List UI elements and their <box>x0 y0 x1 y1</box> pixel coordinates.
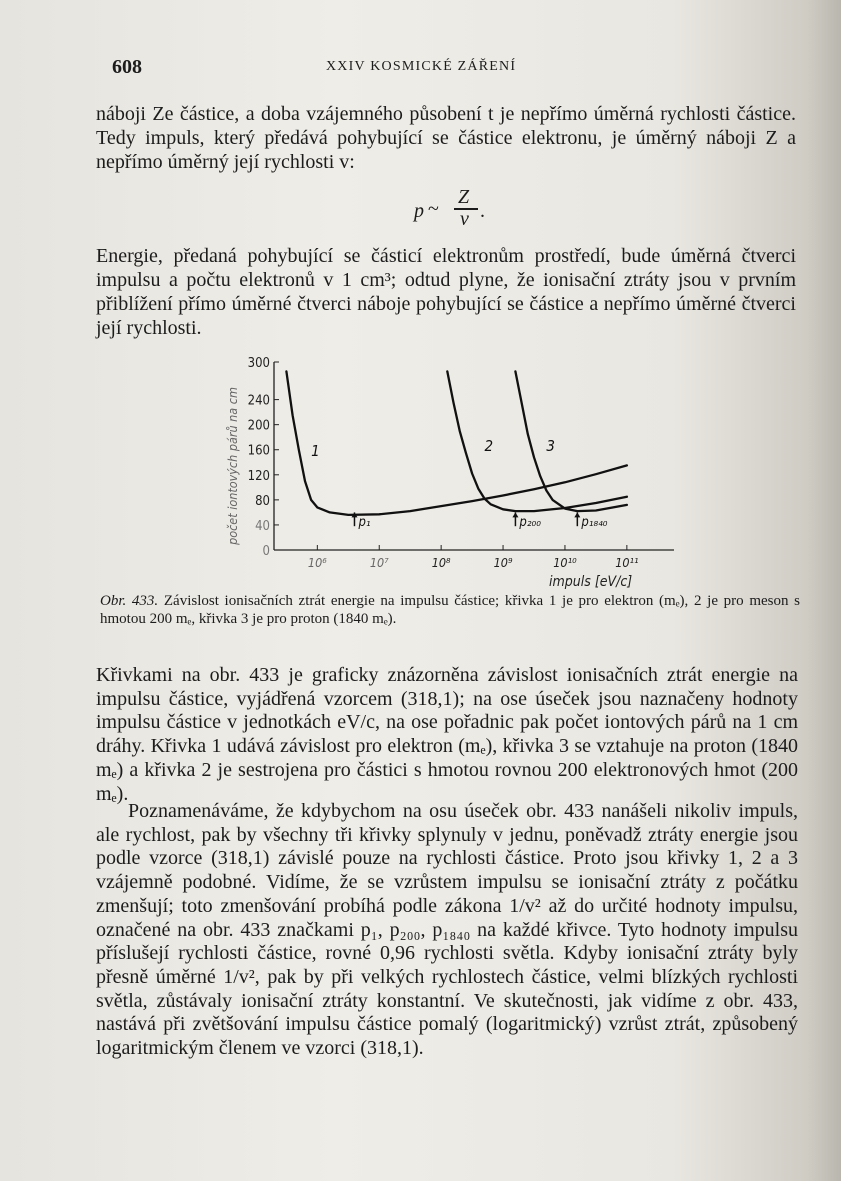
y-tick-label: 300 <box>247 356 270 371</box>
curve-label-3: 3 <box>546 436 555 455</box>
curve-2 <box>447 371 627 511</box>
formula-relation: ~ <box>428 198 439 220</box>
x-tick-label: 10¹¹ <box>615 555 639 570</box>
x-tick-label: 10⁸ <box>431 555 451 570</box>
page-header <box>112 56 812 82</box>
curve-label-1: 1 <box>311 442 320 460</box>
formula-impulse <box>414 186 504 230</box>
y-tick-label: 0 <box>262 544 270 559</box>
y-axis-label: počet iontových párů na cm <box>225 387 240 545</box>
y-tick-label: 200 <box>247 418 270 434</box>
paragraph-remark: Poznamenáváme, že kdybychom na osu úseček obr. 433 nanášeli nikoliv impuls, ale rychlost, pak by všechny tři křivky splynuly v jednu, poněvadž ztráty energie jsou podle vzorce (318,1) závislé pouze na rychlosti částice. Proto jsou křivky 1, 2 a 3 vzájemně podobné. Vidíme, že se vzrůstem impulsu se ionisační ztráty z počátku zmenšují; toto zmenšování probíhá podle zákona 1/v² až do určité hodnoty impulsu, označené na obr. 433 značkami p₁, p₂₀₀, p₁₈₄₀ na každé křivce. Tyto hodnoty impulsu příslušejí rychlosti částice, rovné 0,96 rychlosti světla. Kdyby ionisační ztráty byly přesně úměrné 1/v², pak by při velkých rychlostech částice, velmi blízkých rychlosti světla, zůstávaly ionisační ztráty konstantní. Ve skutečnosti, jak vidíme z obr. 433, nastává při zvětšování impulsu částice pomalý (logaritmický) vzrůst ztrát, způsobený logaritmickým členem ve vzorci (318,1). <box>96 800 798 1060</box>
caption-text: Závislost ionisačních ztrát energie na impulsu částice; křivka 1 je pro elektron (mₑ), 2 je pro meson s hmotou 200 mₑ, křivka 3 je pro proton (1840 mₑ). <box>100 593 801 627</box>
marker-label-0: p₁ <box>358 515 371 531</box>
marker-arrowhead <box>512 512 518 517</box>
marker-label-1: p₂₀₀ <box>519 515 541 531</box>
x-axis-label: impuls [eV/c] <box>549 574 633 590</box>
formula-denominator: v <box>460 208 469 230</box>
y-tick-label: 240 <box>247 393 270 409</box>
running-title: XXIV KOSMICKÉ ZÁŘENÍ <box>326 59 517 74</box>
paragraph-energy: Energie, předaná pohybující se částicí elektronům prostředí, bude úměrná čtverci impulsu a počtu elektronů v 1 cm³; odtud plyne, že ionisační ztráty jsou v prvním přiblížení přímo úměrné čtverci náboje pohybující se částice a nepřímo úměrné čtverci její rychlosti. <box>96 245 796 339</box>
figure-caption <box>100 592 800 628</box>
y-tick-label: 160 <box>247 443 270 459</box>
y-tick-label: 120 <box>247 468 270 484</box>
marker-arrowhead <box>574 512 580 517</box>
curve-label-2: 2 <box>484 436 494 455</box>
y-tick-label: 40 <box>255 518 270 534</box>
y-tick-label: 80 <box>255 493 270 509</box>
page-number: 608 <box>112 56 142 78</box>
x-tick-label: 10¹⁰ <box>553 555 577 570</box>
paragraph-curves: Křivkami na obr. 433 je graficky znázorněna závislost ionisačních ztrát energie na impulsu částice, vyjádřená vzorcem (318,1); na ose úseček jsou naznačeny hodnoty impulsu částice v jednotkách eV/c, na ose pořadnic pak počet iontových párů na 1 cm dráhy. Křivka 1 udává závislost pro elektron (mₑ), křivka 3 se vztahuje na proton (1840 mₑ) a křivka 2 je sestrojena pro částici s hmotou rovnou 200 elektronových hmot (200 mₑ). <box>96 664 798 805</box>
ionisation-chart <box>214 350 684 590</box>
x-tick-label: 10⁶ <box>307 555 327 570</box>
formula-lhs: p <box>414 200 424 222</box>
formula-numerator: Z <box>458 186 470 208</box>
caption-label: Obr. 433. <box>100 593 159 609</box>
curve-1 <box>286 371 627 515</box>
x-tick-label: 10⁷ <box>369 555 389 570</box>
formula-end: . <box>480 200 485 222</box>
x-tick-label: 10⁹ <box>493 555 513 570</box>
paragraph-impulse: náboji Ze částice, a doba vzájemného působení t je nepřímo úměrná rychlosti částice. Tedy impuls, který předává pohybující se částice elektronu, je úměrný náboji Z a nepřímo úměrný její rychlosti v: <box>96 103 796 173</box>
marker-label-2: p₁₈₄₀ <box>581 515 608 531</box>
